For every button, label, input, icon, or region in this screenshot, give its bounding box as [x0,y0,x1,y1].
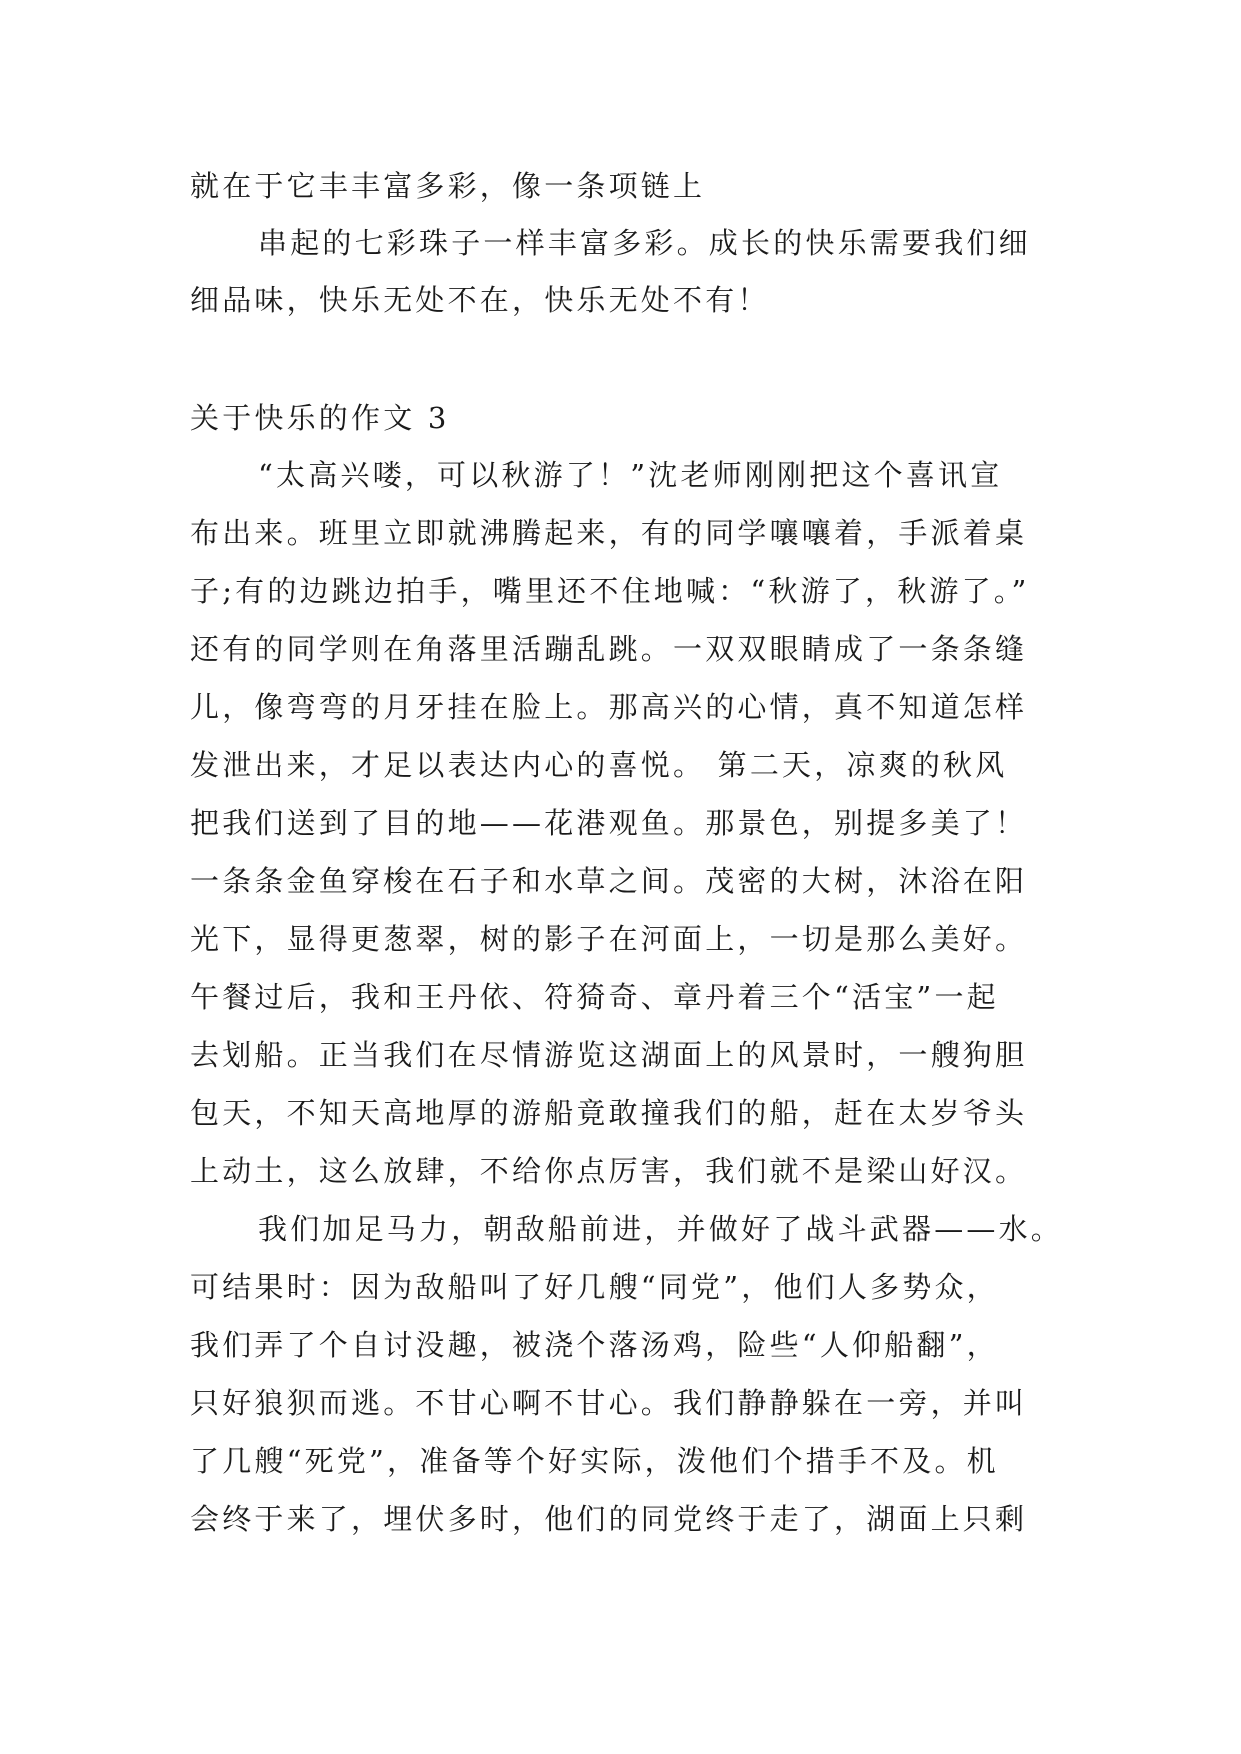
text-line: 去划船。正当我们在尽情游览这湖面上的风景时，一艘狗胆 [190,1038,1028,1072]
text-line: 光下，显得更葱翠，树的影子在河面上，一切是那么美好。 [190,922,1028,956]
text-line: 儿，像弯弯的月牙挂在脸上。那高兴的心情，真不知道怎样 [190,690,1028,724]
text-line: 只好狼狈而逃。不甘心啊不甘心。我们静静躲在一旁，并叫 [190,1386,1028,1420]
text-line: “太高兴喽，可以秋游了！”沈老师刚刚把这个喜讯宣 [258,458,1003,492]
text-line: 布出来。班里立即就沸腾起来，有的同学嚷嚷着，手派着桌 [190,516,1028,550]
text-line: 发泄出来，才足以表达内心的喜悦。 第二天，凉爽的秋风 [190,748,1008,782]
text-line: 我们加足马力，朝敌船前进，并做好了战斗武器——水。 [258,1212,1064,1246]
text-line: 我们弄了个自讨没趣，被浇个落汤鸡，险些“人仰船翻”， [190,1328,999,1362]
text-line: 子;有的边跳边拍手，嘴里还不住地喊：“秋游了，秋游了。” [190,574,1030,608]
text-line: 串起的七彩珠子一样丰富多彩。成长的快乐需要我们细 [258,226,1031,260]
text-line: 上动土，这么放肆，不给你点厉害，我们就不是梁山好汉。 [190,1154,1028,1188]
text-line: 一条条金鱼穿梭在石子和水草之间。茂密的大树，沐浴在阳 [190,864,1028,898]
text-line: 细品味，快乐无处不在，快乐无处不有！ [190,283,770,317]
text-line: 包天，不知天高地厚的游船竟敢撞我们的船，赶在太岁爷头 [190,1096,1028,1130]
text-line: 还有的同学则在角落里活蹦乱跳。一双双眼睛成了一条条缝 [190,632,1028,666]
text-line: 就在于它丰丰富多彩，像一条项链上 [190,169,706,203]
text-line: 会终于来了，埋伏多时，他们的同党终于走了，湖面上只剩 [190,1502,1028,1536]
text-line: 把我们送到了目的地——花港观鱼。那景色，别提多美了！ [190,806,1028,840]
text-line: 可结果时：因为敌船叫了好几艘“同党”，他们人多势众， [190,1270,999,1304]
text-line: 了几艘“死党”，准备等个好实际，泼他们个措手不及。机 [190,1444,999,1478]
section-heading: 关于快乐的作文 3 [190,401,450,435]
text-line: 午餐过后，我和王丹依、符猗奇、章丹着三个“活宝”一起 [190,980,999,1014]
